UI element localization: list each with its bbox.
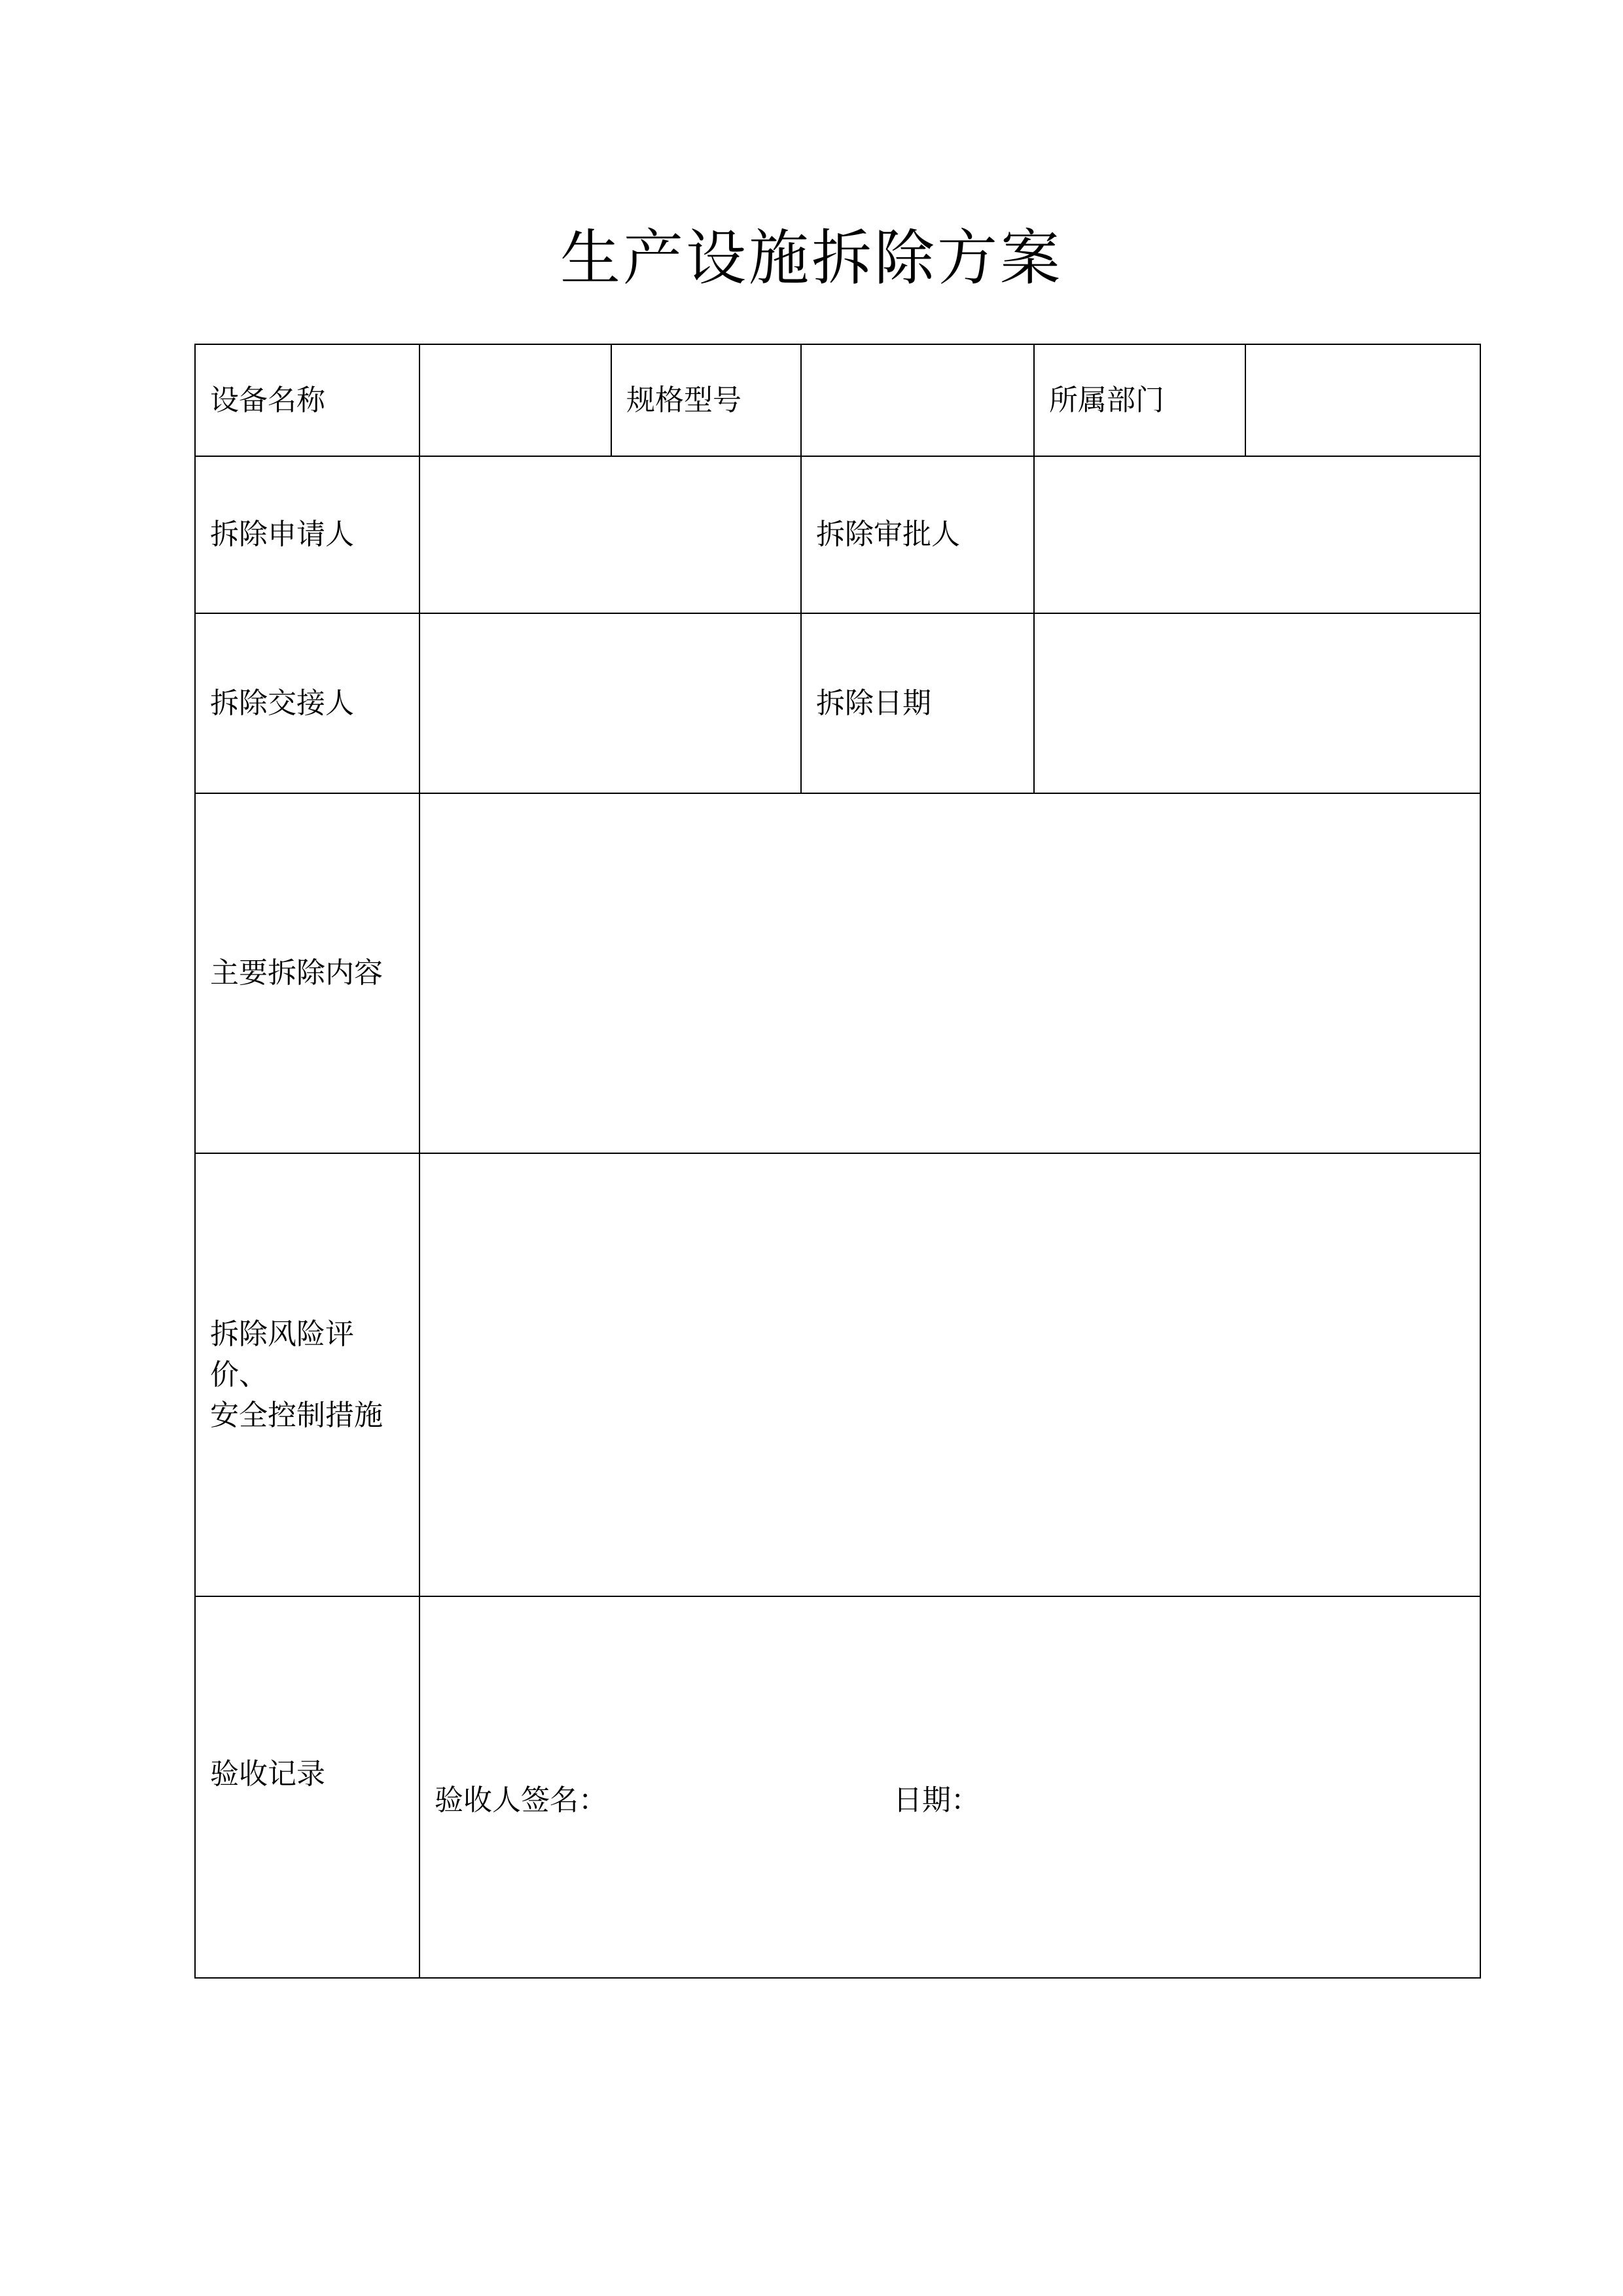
spec-model-field[interactable] xyxy=(801,344,1034,456)
department-field[interactable] xyxy=(1245,344,1480,456)
date-field[interactable] xyxy=(1034,613,1480,793)
acceptance-label: 验收记录 xyxy=(195,1596,419,1978)
risk-label xyxy=(195,1153,419,1596)
demolition-form-table xyxy=(194,344,1481,1979)
applicant-field[interactable] xyxy=(419,456,801,613)
equipment-name-field[interactable] xyxy=(419,344,611,456)
table-row xyxy=(195,613,1480,793)
approver-label: 拆除审批人 xyxy=(801,456,1034,613)
main-content-label: 主要拆除内容 xyxy=(195,793,419,1153)
approver-field[interactable] xyxy=(1034,456,1480,613)
table-row xyxy=(195,793,1480,1153)
acceptance-signature-label: 验收人签名： xyxy=(435,1784,607,1817)
department-label: 所属部门 xyxy=(1034,344,1245,456)
acceptance-date-label: 日期： xyxy=(893,1784,980,1817)
date-label: 拆除日期 xyxy=(801,613,1034,793)
handover-field[interactable] xyxy=(419,613,801,793)
table-row xyxy=(195,1153,1480,1596)
risk-label-line1: 拆除风险评价、 xyxy=(210,1317,354,1391)
applicant-label: 拆除申请人 xyxy=(195,456,419,613)
equipment-name-label: 设备名称 xyxy=(195,344,419,456)
main-content-field[interactable] xyxy=(419,793,1480,1153)
handover-label: 拆除交接人 xyxy=(195,613,419,793)
table-row xyxy=(195,1596,1480,1978)
risk-label-line2: 安全控制措施 xyxy=(210,1398,383,1432)
page-title: 生产设施拆除方案 xyxy=(560,223,1063,293)
table-row xyxy=(195,344,1480,456)
table-row xyxy=(195,456,1480,613)
spec-model-label: 规格型号 xyxy=(611,344,801,456)
risk-measures-field[interactable] xyxy=(419,1153,1480,1596)
acceptance-record-field[interactable] xyxy=(419,1596,1480,1978)
